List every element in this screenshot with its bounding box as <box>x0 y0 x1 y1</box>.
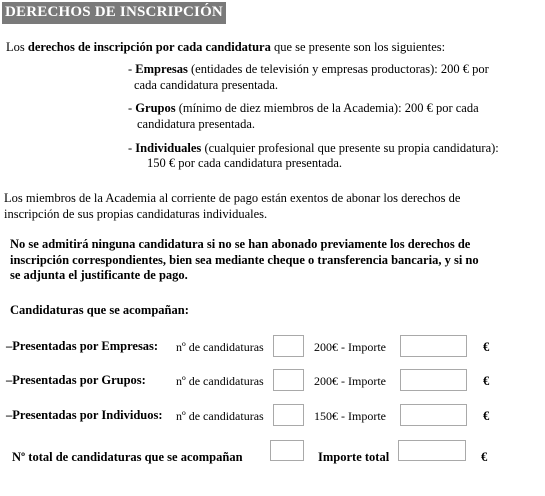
bullet-dash: - <box>128 140 136 155</box>
fee-item-desc: (entidades de televisión y empresas productoras): 200 € por <box>187 62 489 76</box>
count-label: nº de candidaturas <box>176 340 264 354</box>
euro-symbol: € <box>483 409 490 423</box>
euro-symbol: € <box>483 340 490 354</box>
members-line: inscripción de sus propias candidaturas individuales. <box>4 206 268 221</box>
amount-input-grupos[interactable] <box>400 369 467 391</box>
section-title: DERECHOS DE INSCRIPCIÓN <box>2 2 226 24</box>
fee-item-desc: (mínimo de diez miembros de la Academia): 200 € por cada <box>175 101 479 116</box>
fee-item-desc-cont: candidatura presentada. <box>137 116 255 131</box>
intro-text-end: que se presente son los siguientes: <box>270 40 446 54</box>
fee-item-name: Grupos <box>135 101 176 116</box>
payment-notice <box>10 237 520 284</box>
notice-line: No se admitirá ninguna candidatura si no se han abonado previamente los derechos de <box>10 237 471 251</box>
fee-item-grupos <box>128 101 528 132</box>
row-individuos <box>6 404 506 426</box>
intro-paragraph <box>6 40 445 56</box>
fee-item-empresas <box>128 62 528 93</box>
fee-item-name: Individuales <box>135 140 202 155</box>
row-label: –Presentadas por Individuos: <box>6 408 163 422</box>
total-amount-input[interactable] <box>398 440 466 461</box>
amount-input-empresas[interactable] <box>400 335 467 357</box>
amount-label: 150€ - Importe <box>314 409 386 423</box>
fee-item-individuales <box>128 141 528 172</box>
row-empresas <box>6 335 506 357</box>
total-amount-label: Importe total <box>318 450 390 464</box>
euro-symbol: € <box>481 450 488 464</box>
bullet-dash: - <box>128 101 136 116</box>
intro-text-bold: derechos de inscripción por cada candidatura <box>27 40 271 54</box>
row-label: –Presentadas por Empresas: <box>6 339 159 353</box>
notice-line: inscripción correspondientes, bien sea mediante cheque o transferencia bancaria, y si no <box>10 252 479 267</box>
members-line: Los miembros de la Academia al corriente de pago están exentos de abonar los derechos de <box>4 191 461 205</box>
count-input-grupos[interactable] <box>273 369 304 391</box>
members-paragraph <box>4 191 460 222</box>
count-label: nº de candidaturas <box>176 409 264 423</box>
attached-heading: Candidaturas que se acompañan: <box>10 303 189 317</box>
amount-label: 200€ - Importe <box>314 340 386 354</box>
row-grupos <box>6 369 506 391</box>
fee-list <box>128 62 528 180</box>
count-input-empresas[interactable] <box>273 335 304 357</box>
bullet-dash: - <box>128 62 136 76</box>
total-label: Nº total de candidaturas que se acompañan <box>12 450 243 464</box>
intro-text-start: Los <box>6 40 28 54</box>
total-count-input[interactable] <box>270 440 304 461</box>
fee-item-desc-cont: cada candidatura presentada. <box>134 77 279 92</box>
notice-line: se adjunta el justificante de pago. <box>10 268 188 283</box>
amount-input-individuos[interactable] <box>400 404 467 426</box>
count-label: nº de candidaturas <box>176 374 264 388</box>
fee-item-desc-cont: 150 € por cada candidatura presentada. <box>147 156 343 171</box>
amount-label: 200€ - Importe <box>314 374 386 388</box>
row-total <box>12 440 512 462</box>
euro-symbol: € <box>483 374 490 388</box>
count-input-individuos[interactable] <box>273 404 304 426</box>
fee-item-name: Empresas <box>135 62 188 76</box>
fee-item-desc: (cualquier profesional que presente su propia candidatura): <box>201 140 499 155</box>
row-label: –Presentadas por Grupos: <box>6 373 146 387</box>
